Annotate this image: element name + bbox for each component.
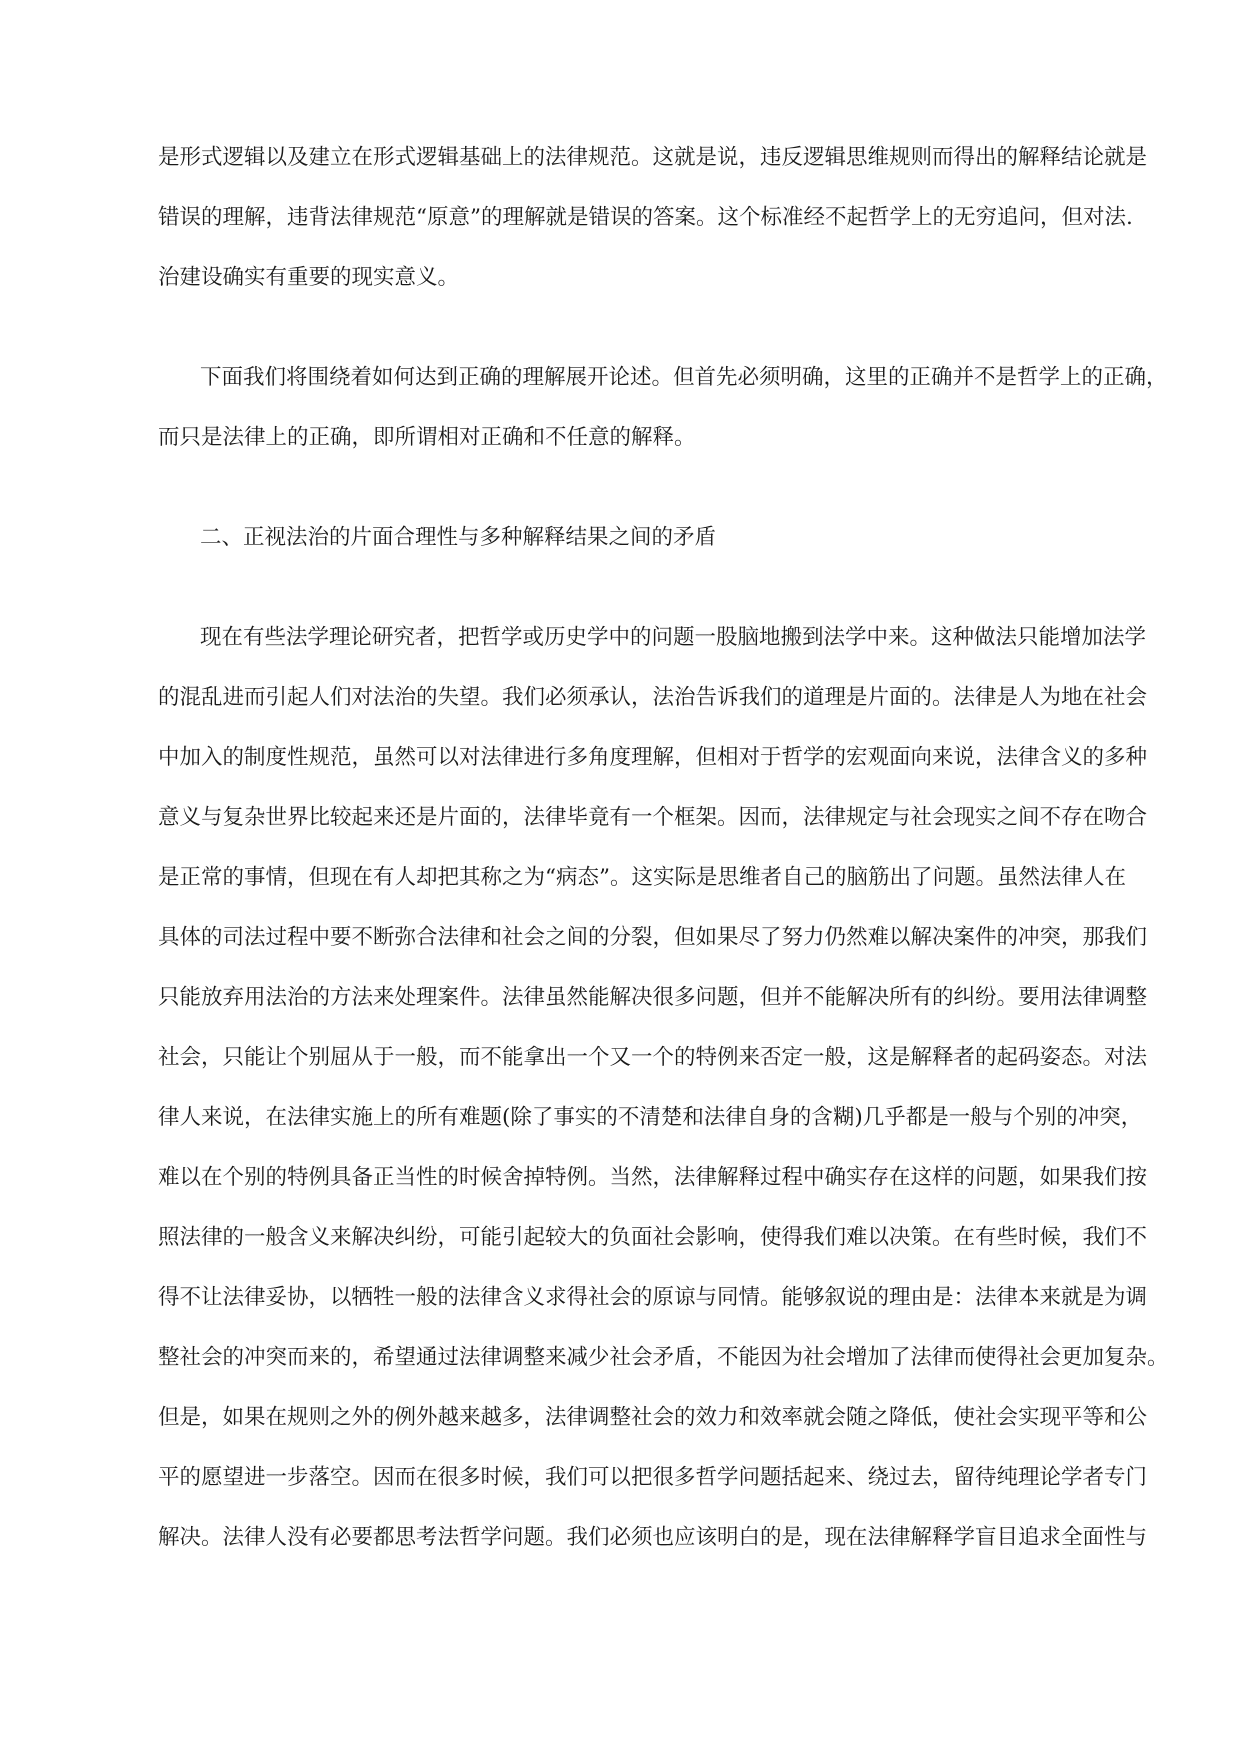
paragraph-4-line-5: 是正常的事情，但现在有人却把其称之为“病态”。这实际是思维者自己的脑筋出了问题。虽然法律人在 [158,865,1126,890]
paragraph-4-line-1: 现在有些法学理论研究者，把哲学或历史学中的问题一股脑地搬到法学中来。这种做法只能增加法学 [200,625,1147,650]
paragraph-2-line-2: 而只是法律上的正确，即所谓相对正确和不任意的解释。 [158,425,696,450]
paragraph-4-line-15: 平的愿望进一步落空。因而在很多时候，我们可以把很多哲学问题括起来、绕过去，留待纯理论学者专门 [158,1465,1148,1490]
paragraph-4-line-6: 具体的司法过程中要不断弥合法律和社会之间的分裂，但如果尽了努力仍然难以解决案件的冲突，那我们 [158,925,1148,950]
paragraph-4-line-11: 照法律的一般含义来解决纠纷，可能引起较大的负面社会影响，使得我们难以决策。在有些时候，我们不 [158,1225,1148,1250]
paragraph-4-line-9: 律人来说，在法律实施上的所有难题(除了事实的不清楚和法律自身的含糊)几乎都是一般与个别的冲突， [158,1105,1143,1130]
paragraph-4-line-13: 整社会的冲突而来的，希望通过法律调整来减少社会矛盾，不能因为社会增加了法律而使得社会更加复杂。 [158,1345,1169,1370]
paragraph-4-line-3: 中加入的制度性规范，虽然可以对法律进行多角度理解，但相对于哲学的宏观面向来说，法律含义的多种 [158,745,1148,770]
paragraph-4-line-2: 的混乱进而引起人们对法治的失望。我们必须承认，法治告诉我们的道理是片面的。法律是人为地在社会 [158,685,1148,710]
paragraph-1-line-2: 错误的理解，违背法律规范“原意”的理解就是错误的答案。这个标准经不起哲学上的无穷追问，但对法. [158,205,1133,230]
paragraph-4-line-8: 社会，只能让个别屈从于一般，而不能拿出一个又一个的特例来否定一般，这是解释者的起码姿态。对法 [158,1045,1148,1070]
paragraph-4-line-4: 意义与复杂世界比较起来还是片面的，法律毕竟有一个框架。因而，法律规定与社会现实之间不存在吻合 [158,805,1148,830]
section-heading: 二、正视法治的片面合理性与多种解释结果之间的矛盾 [200,525,717,550]
paragraph-2-line-1: 下面我们将围绕着如何达到正确的理解展开论述。但首先必须明确，这里的正确并不是哲学上的正确， [200,365,1168,390]
paragraph-1-line-3: 治建设确实有重要的现实意义。 [158,265,460,290]
paragraph-4-line-16: 解决。法律人没有必要都思考法哲学问题。我们必须也应该明白的是，现在法律解释学盲目追求全面性与 [158,1525,1148,1550]
paragraph-4-line-7: 只能放弃用法治的方法来处理案件。法律虽然能解决很多问题，但并不能解决所有的纠纷。要用法律调整 [158,985,1148,1010]
paragraph-4-line-10: 难以在个别的特例具备正当性的时候舍掉特例。当然，法律解释过程中确实存在这样的问题，如果我们按 [158,1165,1148,1190]
paragraph-4-line-12: 得不让法律妥协，以牺牲一般的法律含义求得社会的原谅与同情。能够叙说的理由是：法律本来就是为调 [158,1285,1148,1310]
paragraph-1-line-1: 是形式逻辑以及建立在形式逻辑基础上的法律规范。这就是说，违反逻辑思维规则而得出的解释结论就是 [158,145,1148,170]
paragraph-4-line-14: 但是，如果在规则之外的例外越来越多，法律调整社会的效力和效率就会随之降低，使社会实现平等和公 [158,1405,1148,1430]
